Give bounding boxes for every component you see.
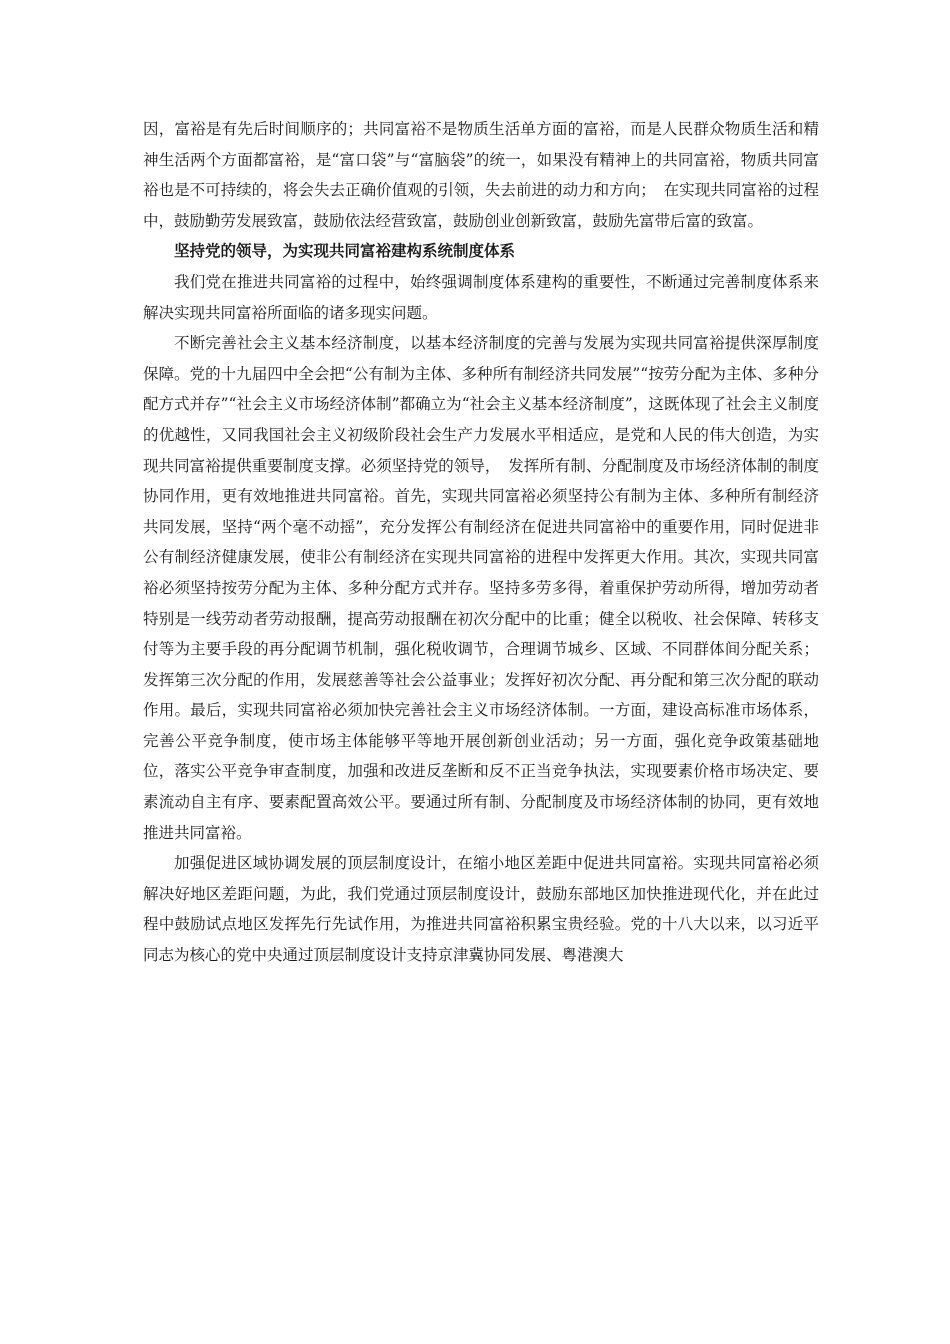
paragraph-institution-intro: 我们党在推进共同富裕的过程中，始终强调制度体系建构的重要性，不断通过完善制度体系来解决实现共同富裕所面临的诸多现实问题。: [143, 272, 819, 322]
document-page: [143, 114, 819, 971]
paragraph-regional-development: 加强促进区域协调发展的顶层制度设计，在缩小地区差距中促进共同富裕。实现共同富裕必须解决好地区差距问题，为此，我们党通过顶层制度设计，鼓励东部地区加快推进现代化，并在此过程中鼓励试点地区发挥先行先试作用，为推进共同富裕积累宝贵经验。党的十八大以来，以习近平同志为核心的党中央通过顶层制度设计支持京津冀协同发展、粤港澳大: [143, 854, 819, 965]
paragraph-basic-economic-system: 不断完善社会主义基本经济制度，以基本经济制度的完善与发展为实现共同富裕提供深厚制度保障。党的十九届四中全会把“公有制为主体、多种所有制经济共同发展”“按劳分配为主体、多种分配方式并存”“社会主义市场经济体制”都确立为“社会主义基本经济制度”，这既体现了社会主义制度的优越性，又同我国社会主义初级阶段社会生产力发展水平相适应，是党和人民的伟大创造，为实现共同富裕提供重要制度支撑。必须坚持党的领导， 发挥所有制、分配制度及市场经济体制的制度协同作用，更有效地推进共同富裕。首先，实现共同富裕必须坚持公有制为主体、多种所有制经济共同发展，坚持“两个毫不动摇”，充分发挥公有制经济在促进共同富裕中的重要作用，同时促进非公有制经济健康发展，使非公有制经济在实现共同富裕的进程中发挥更大作用。其次，实现共同富裕必须坚持按劳分配为主体、多种分配方式并存。坚持多劳多得，着重保护劳动所得，增加劳动者特别是一线劳动者劳动报酬，提高劳动报酬在初次分配中的比重；健全以税收、社会保障、转移支付等为主要手段的再分配调节机制，强化税收调节，合理调节城乡、区域、不同群体间分配关系；发挥第三次分配的作用，发展慈善等社会公益事业；发挥好初次分配、再分配和第三次分配的联动作用。最后，实现共同富裕必须加快完善社会主义市场经济体制。一方面，建设高标准市场体系，完善公平竞争制度，使市场主体能够平等地开展创新创业活动；另一方面，强化竞争政策基础地位，落实公平竞争审查制度，加强和改进反垄断和反不正当竞争执法，实现要素价格市场决定、要素流动自主有序、要素配置高效公平。要通过所有制、分配制度及市场经济体制的协同，更有效地推进共同富裕。: [143, 334, 819, 842]
section-heading: 坚持党的领导，为实现共同富裕建构系统制度体系: [174, 242, 516, 261]
paragraph-continuation: 因，富裕是有先后时间顺序的；共同富裕不是物质生活单方面的富裕，而是人民群众物质生活和精神生活两个方面都富裕，是“富口袋”与“富脑袋”的统一，如果没有精神上的共同富裕，物质共同富裕也是不可持续的，将会失去正确价值观的引领，失去前进的动力和方向； 在实现共同富裕的过程中，鼓励勤劳发展致富，鼓励依法经营致富，鼓励创业创新致富，鼓励先富带后富的致富。: [143, 120, 819, 230]
